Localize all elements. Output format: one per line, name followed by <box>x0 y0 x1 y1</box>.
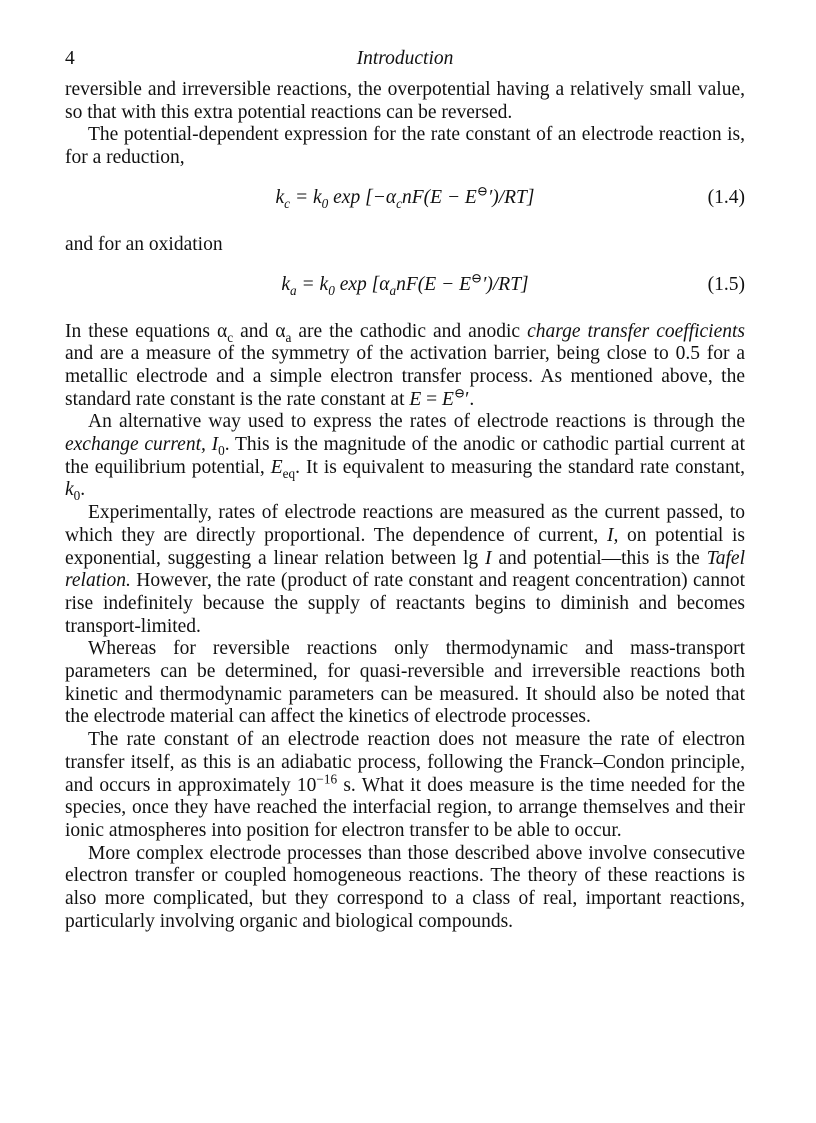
page <box>65 48 745 934</box>
equation-1-5 <box>65 270 745 300</box>
page-number: 4 <box>65 48 75 69</box>
paragraph-8: The rate constant of an electrode reaction does not measure the rate of electron transfer itself, as this is an adiabatic process, following the Franck–Condon principle, and occurs in approximately $10^{-16}$ s. What it does measure is the time needed for the species, once they have reached the interfacial region, to arrange themselves and their ionic atmospheres into position for electron transfer to be able to occur. <box>65 729 745 841</box>
paragraph-9: More complex electrode processes than those described above involve consecutive electron transfer or coupled homogeneous reactions. The theory of these reactions is also more complicated, but they correspond to a class of real, important reactions, particularly involving organic and biological compounds. <box>65 842 745 932</box>
equation-number: (1.4) <box>707 186 745 208</box>
paragraph-4: In these equations $\alpha_c$ and $\alpha_a$ are the cathodic and anodic charge transfer coefficients and are a measure of the symmetry of the activation barrier, being close to 0.5 for a metallic electrode and a simple electron transfer process. As mentioned above, the standard rate constant is the rate constant at E = E⊖′. <box>65 320 746 410</box>
paragraph-5: An alternative way used to express the rates of electrode reactions is through the exchange current, $I_0$. This is the magnitude of the anodic or cathodic partial current at the equilibrium potential, $E_{eq}$. It is equivalent to measuring the standard rate constant, $k_0$. <box>65 411 745 504</box>
paragraph-1: reversible and irreversible reactions, the overpotential having a relatively small value, so that with this extra potential reactions can be reversed. <box>65 79 745 123</box>
equation-1-4 <box>65 183 745 213</box>
paragraph-7: Whereas for reversible reactions only thermodynamic and mass-transport parameters can be determined, for quasi-reversible and irreversible reactions both kinetic and thermodynamic parameters can be measured. It should also be noted that the electrode material can affect the kinetics of electrode processes. <box>65 638 745 728</box>
equation-formula: $k_c = k_0$ $\exp [-\alpha_cnF(E - E^⊖')/RT]$ <box>275 183 535 211</box>
paragraph-3: and for an oxidation <box>65 233 223 255</box>
equation-formula: $k_a = k_0$ $\exp [\alpha_anF(E - E^⊖')/RT]$ <box>281 270 529 298</box>
equation-number: (1.5) <box>707 273 745 295</box>
running-title: Introduction <box>356 48 454 69</box>
page-header <box>65 48 745 74</box>
paragraph-2: The potential-dependent expression for the rate constant of an electrode reaction is, for a reduction, <box>65 124 745 169</box>
paragraph-6: Experimentally, rates of electrode reactions are measured as the current passed, to which they are directly proportional. The dependence of current, I, on potential is exponential, suggesting a linear relation between lg I and potential—this is the Tafel relation. However, the rate (product of rate constant and reagent concentration) cannot rise indefinitely because the supply of reactants begins to diminish and becomes transport-limited. <box>65 502 745 637</box>
